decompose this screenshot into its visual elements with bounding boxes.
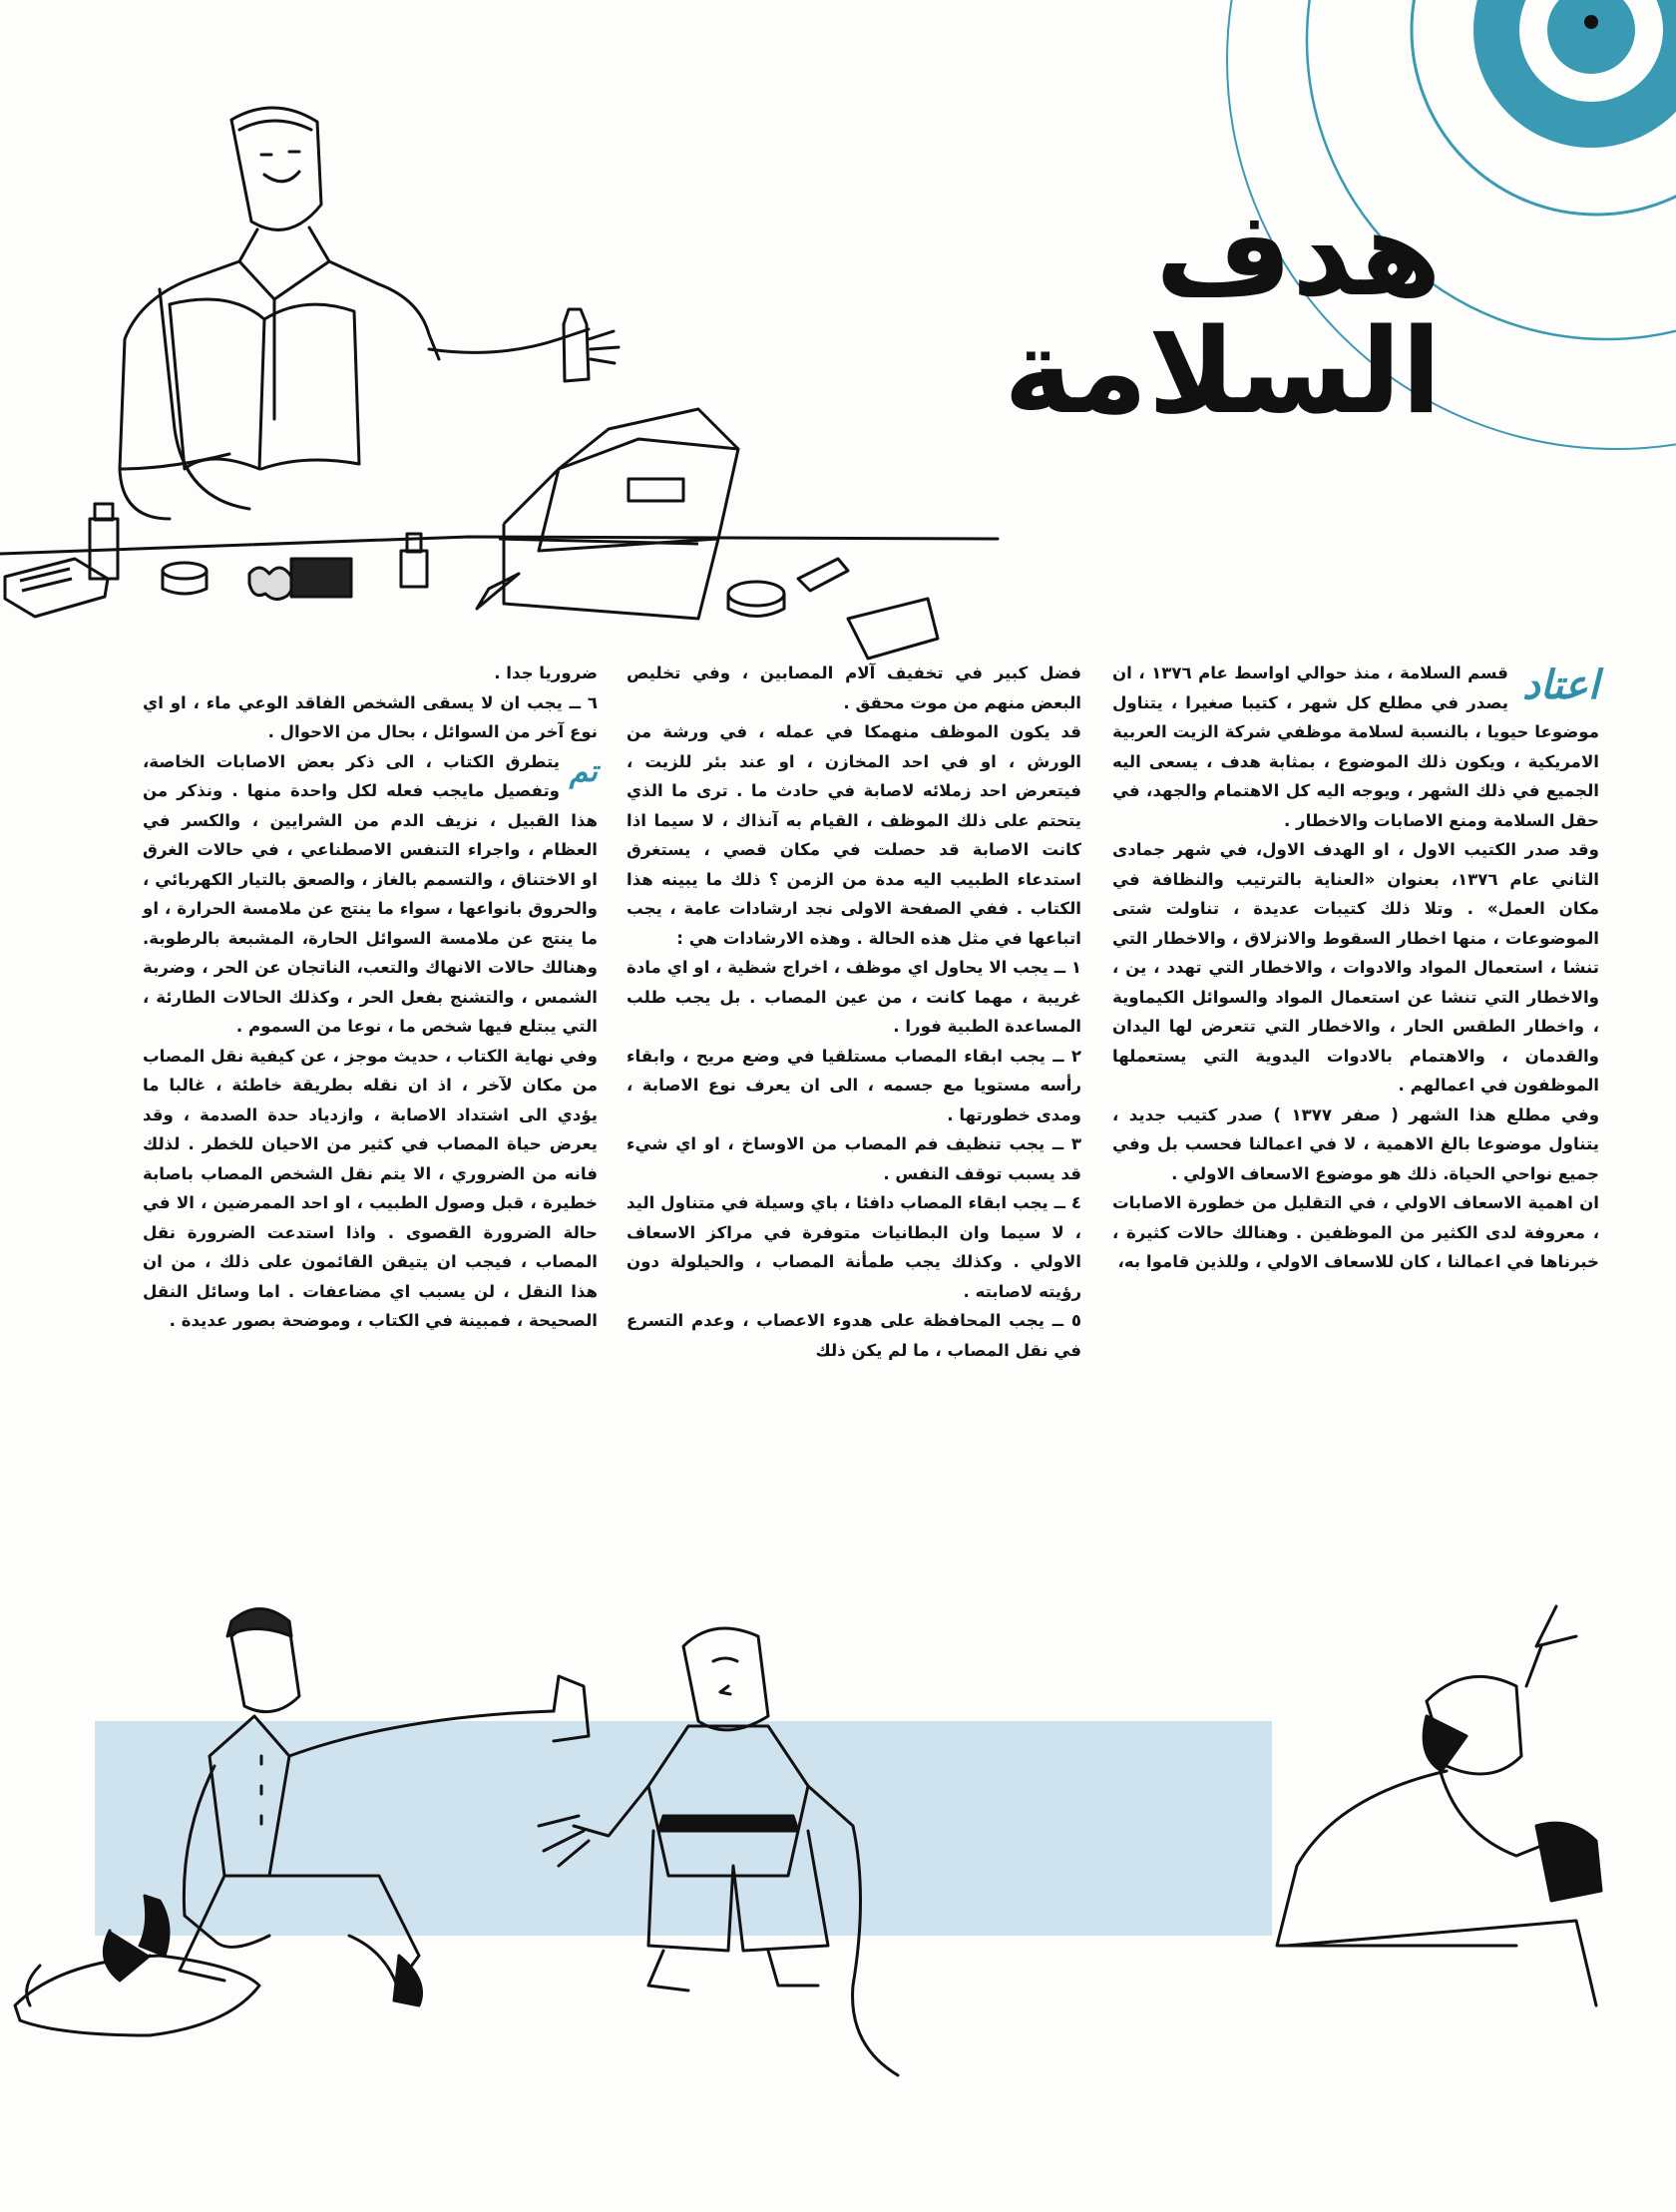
list-item: ١ ــ يجب الا يحاول اي موظف ، اخراج شظية ، او اي مادة غريبة ، مهما كانت ، من عين المصاب . بل يجب طلب المساعدة الطبية فورا . <box>627 958 1081 1036</box>
paragraph: وقد صدر الكتيب الاول ، او الهدف الاول، في شهر جمادى الثاني عام ١٣٧٦، بعنوان «العناية بالترتيب والنظافة في مكان العمل» . وتلا ذلك كتيبات عديدة ، تناولت شتى الموضوعات ، منها اخطار السقوط والانزلاق ، والاخطار التي تنشا ، استعمال المواد والادوات ، والاخطار التي تهدد ، ين ، والاخطار التي تنشا عن استعمال المواد والسوائل الكيماوية ، واخطار الطقس الحار ، والاخطار التي تتعرض لها اليدان والقدمان ، والاهتمام بالادوات اليدوية التي يستعملها الموظفون في اعمالهم . <box>1112 840 1599 1095</box>
page-title: هدف السلامة <box>1003 185 1442 440</box>
paragraph: قسم السلامة ، منذ حوالي اواسط عام ١٣٧٦ ، ان يصدر في مطلع كل شهر ، كتيبا صغيرا ، يتناول موضوعا حيويا ، بالنسبة لسلامة موظفي شركة الزيت العربية الامريكية ، ويكون ذلك الموضوع ، بمثابة هدف ، يسعى اليه الجميع في ذلك الشهر ، ويوجه اليه كل الاهتمام والجهد، في حقل السلامة ومنع الاصابات والاخطار . <box>1112 664 1599 830</box>
article-column-right <box>1112 659 1599 1277</box>
drop-cap: اعتاد <box>1521 662 1599 708</box>
list-item: ٤ ــ يجب ابقاء المصاب دافئا ، باي وسيلة في متناول اليد ، لا سيما وان البطانيات متوفرة في مراكز الاسعاف الاولي . وكذلك يجب طمأنة المصاب ، والحيلولة دون رؤيته لاصابته . <box>627 1193 1081 1301</box>
drop-cap: تم <box>569 753 598 789</box>
list-item: ٥ ــ يجب المحافظة على هدوء الاعصاب ، وعدم التسرع في نقل المصاب ، ما لم يكن ذلك <box>627 1311 1081 1360</box>
man-on-phone-illustration <box>1277 1606 1601 2005</box>
paragraph: ضروريا جدا . <box>494 664 598 682</box>
article-column-left <box>143 659 598 1336</box>
paragraph: فضل كبير في تخفيف آلام المصابين ، وفي تخليص البعض منهم من موت محقق . <box>627 664 1081 712</box>
paragraph: قد يكون الموظف منهمكا في عمله ، في ورشة من الورش ، او في احد المخازن ، او عند بئر للزيت ، فيتعرض احد زملائه لاصابة في حادث ما . ترى ما الذي يتحتم على ذلك الموظف ، القيام به آنذاك ، لا سيما اذا كانت الاصابة قد حصلت في مكان قصي ، يستغرق استدعاء الطبيب اليه مدة من الزمن ؟ ذلك ما يبينه هذا الكتاب . ففي الصفحة الاولى نجد ارشادات عامة ، يجب اتباعها في مثل هذه الحالة . وهذه الارشادات هي : <box>627 722 1081 948</box>
paragraph: وفي نهاية الكتاب ، حديث موجز ، عن كيفية نقل المصاب من مكان لآخر ، اذ ان نقله بطريقة خاطئة ، غالبا ما يؤدي الى اشتداد الاصابة ، وازدياد حدة الصدمة ، وقد يعرض حياة المصاب في كثير من الاحيان للخطر . لذلك فانه من الضروري ، الا يتم نقل الشخص المصاب باصابة خطيرة ، قبل وصول الطبيب ، او احد الممرضين ، الا في حالة الضرورة القصوى . واذا استدعت الضرورة نقل المصاب ، فيجب ان يتيقن القائمون على ذلك ، من ان هذا النقل ، لن يسبب اي مضاعفات . اما وسائل النقل الصحيحة ، فمبينة في الكتاب ، وموضحة بصور عديدة . <box>143 1046 598 1330</box>
paragraph: ان اهمية الاسعاف الاولي ، في التقليل من خطورة الاصابات ، معروفة لدى الكثير من الموظفين . وهنالك حالات كثيرة ، خبرناها في اعمالنا ، كان للاسعاف الاولي ، وللذين قاموا به، <box>1112 1193 1599 1271</box>
paragraph: وفي مطلع هذا الشهر ( صفر ١٣٧٧ ) صدر كتيب جديد ، يتناول موضوعا بالغ الاهمية ، لا في اعمالنا فحسب بل وفي جميع نواحي الحياة. ذلك هو موضوع الاسعاف الاولي . <box>1112 1105 1600 1183</box>
list-item: ٢ ــ يجب ابقاء المصاب مستلقيا في وضع مريح ، وابقاء رأسه مستويا مع جسمه ، الى ان يعرف نوع الاصابة ، ومدى خطورتها . <box>627 1046 1081 1124</box>
list-item: ٦ ــ يجب ان لا يسقى الشخص الفاقد الوعي ماء ، او اي نوع آخر من السوائل ، بحال من الاحوال . <box>143 692 598 741</box>
first-aid-supplies-illustration <box>5 409 938 659</box>
list-item: ٣ ــ يجب تنظيف فم المصاب من الاوساخ ، او اي شيء قد يسبب توقف النفس . <box>627 1134 1081 1183</box>
paragraph: يتطرق الكتاب ، الى ذكر بعض الاصابات الخاصة، وتفصيل مايجب فعله لكل واحدة منها . ونذكر من هذا القبيل ، نزيف الدم من الشرايين ، والكسر في العظام ، واجراء التنفس الاصطناعي ، في حالات الغرق او الاختناق ، والتسمم بالغاز ، والصعق بالتيار الكهربائي ، والحروق بانواعها ، سواء ما ينتج عن ملامسة الحرارة ، او ما ينتج عن ملامسة السوائل الحارة، المشبعة بالرطوبة. وهنالك حالات الانهاك والتعب، الناتجان عن الحر ، وضربة الشمس ، والتشنج بفعل الحر ، وكذلك الحالات الطارئة ، التي يبتلع فيها شخص ما ، نوعا من السموم . <box>143 751 598 1036</box>
article-column-middle <box>627 659 1081 1365</box>
